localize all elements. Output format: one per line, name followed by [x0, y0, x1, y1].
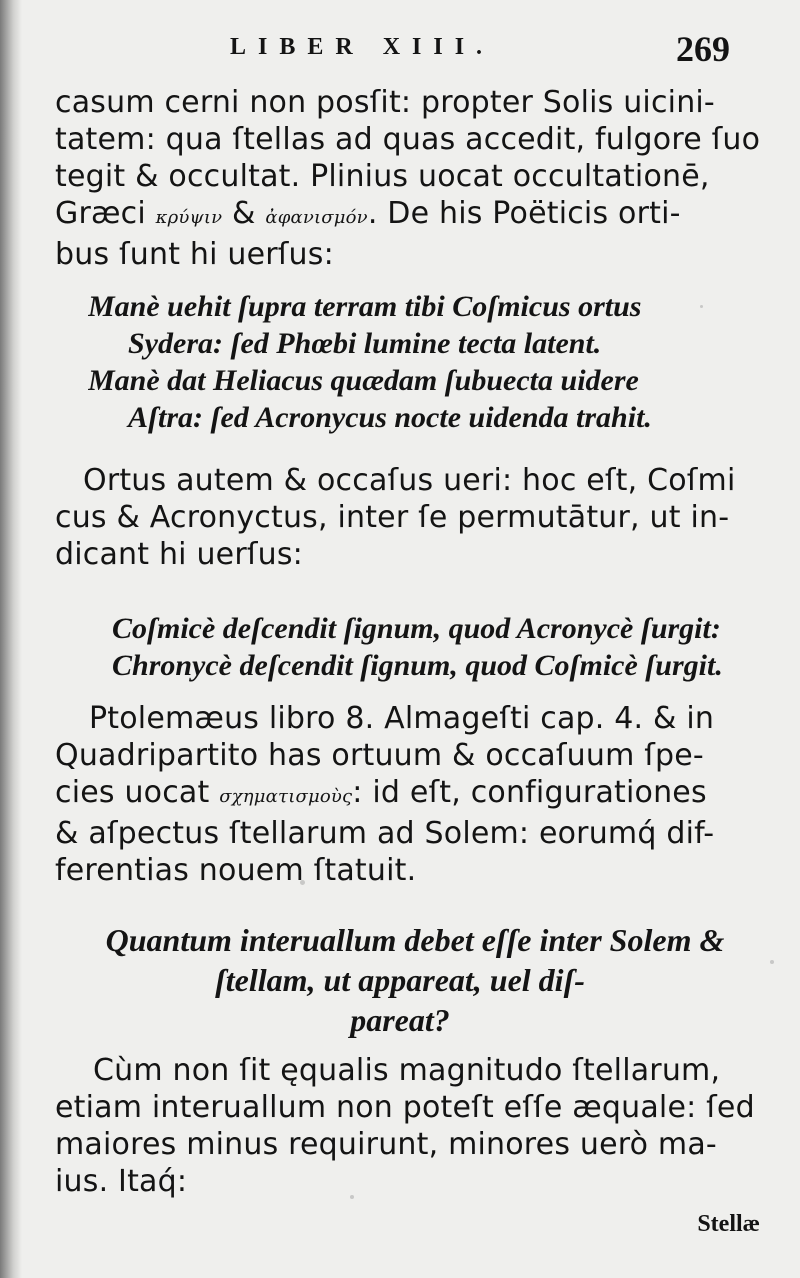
- text-line: dicant hi uerſus:: [55, 537, 303, 572]
- text-line: Ortus autem & occaſus ueri: hoc eſt, Coſmi: [83, 463, 736, 498]
- greek-word: ἀφανισμόν: [265, 207, 368, 228]
- text-line: Quadripartito has ortuum & occaſuum ſpe-: [55, 738, 704, 773]
- paragraph-1: [55, 84, 770, 273]
- verse-line: Coſmicè deſcendit ſignum, quod Acronycè ſurgit:: [112, 612, 721, 645]
- text-line: etiam interuallum non poteſt eſſe æquale: ſed: [55, 1090, 755, 1125]
- heading-line: Quantum interuallum debet eſſe inter Solem &: [105, 922, 725, 958]
- text-line: Ptolemæus libro 8. Almageſti cap. 4. & in: [89, 701, 715, 736]
- text-line-with-greek: [55, 774, 770, 815]
- greek-word: σχηματισμοὺς: [219, 786, 353, 807]
- text-line-with-greek: [55, 195, 770, 236]
- text-line: casum cerni non posſit: propter Solis uicini-: [55, 85, 715, 120]
- text-segment: : id eſt, configurationes: [352, 775, 707, 810]
- text-line: tegit & occultat. Plinius uocat occultationē,: [55, 159, 710, 194]
- text-line: cus & Acronyctus, inter ſe permutātur, ut in-: [55, 500, 730, 535]
- heading-line: pareat?: [350, 1002, 450, 1038]
- greek-word: κρύψιν: [155, 207, 223, 228]
- verse-line: Chronycè deſcendit ſignum, quod Coſmicè ſurgit.: [112, 649, 723, 682]
- paragraph-2: [55, 462, 770, 573]
- verse-line: Sydera: ſed Phœbi lumine tecta latent.: [128, 327, 602, 360]
- text-segment: Græci: [55, 196, 156, 231]
- verse-line: Manè dat Heliacus quædam ſubuecta uidere: [88, 364, 639, 397]
- text-line: & aſpectus ſtellarum ad Solem: eorumq́ dif-: [55, 816, 715, 851]
- running-title: LIBER XIII.: [230, 34, 495, 60]
- paper-speck: [700, 305, 703, 308]
- heading-line: ſtellam, ut appareat, uel diſ-: [215, 962, 585, 998]
- text-line: ius. Itaq́:: [55, 1164, 188, 1199]
- catchword: Stellæ: [697, 1211, 760, 1237]
- paragraph-3: [55, 700, 770, 889]
- verse-2: [112, 610, 770, 684]
- verse-1: [88, 288, 770, 436]
- paper-speck: [350, 1195, 354, 1199]
- page-number: 269: [676, 29, 730, 69]
- text-segment: cies uocat: [55, 775, 220, 810]
- text-line: ferentias nouem ſtatuit.: [55, 853, 417, 888]
- text-line: maiores minus requirunt, minores uerò ma-: [55, 1127, 717, 1162]
- section-heading: [0, 920, 800, 1040]
- running-head: [230, 28, 730, 68]
- verse-line: Aſtra: ſed Acronycus nocte uidenda trahit.: [128, 401, 652, 434]
- paper-speck: [770, 960, 774, 964]
- text-line: Cùm non ſit ęqualis magnitudo ſtellarum,: [93, 1053, 721, 1088]
- text-line: tatem: qua ſtellas ad quas accedit, fulgore ſuo: [55, 122, 761, 157]
- paper-speck: [300, 880, 305, 885]
- verse-line: Manè uehit ſupra terram tibi Coſmicus ortus: [88, 290, 642, 323]
- text-segment: . De his Poëticis orti-: [367, 196, 681, 231]
- text-line: bus ſunt hi uerſus:: [55, 237, 334, 272]
- text-segment: &: [222, 196, 266, 231]
- paragraph-4: [55, 1052, 770, 1200]
- page-gutter-shadow: [0, 0, 22, 1278]
